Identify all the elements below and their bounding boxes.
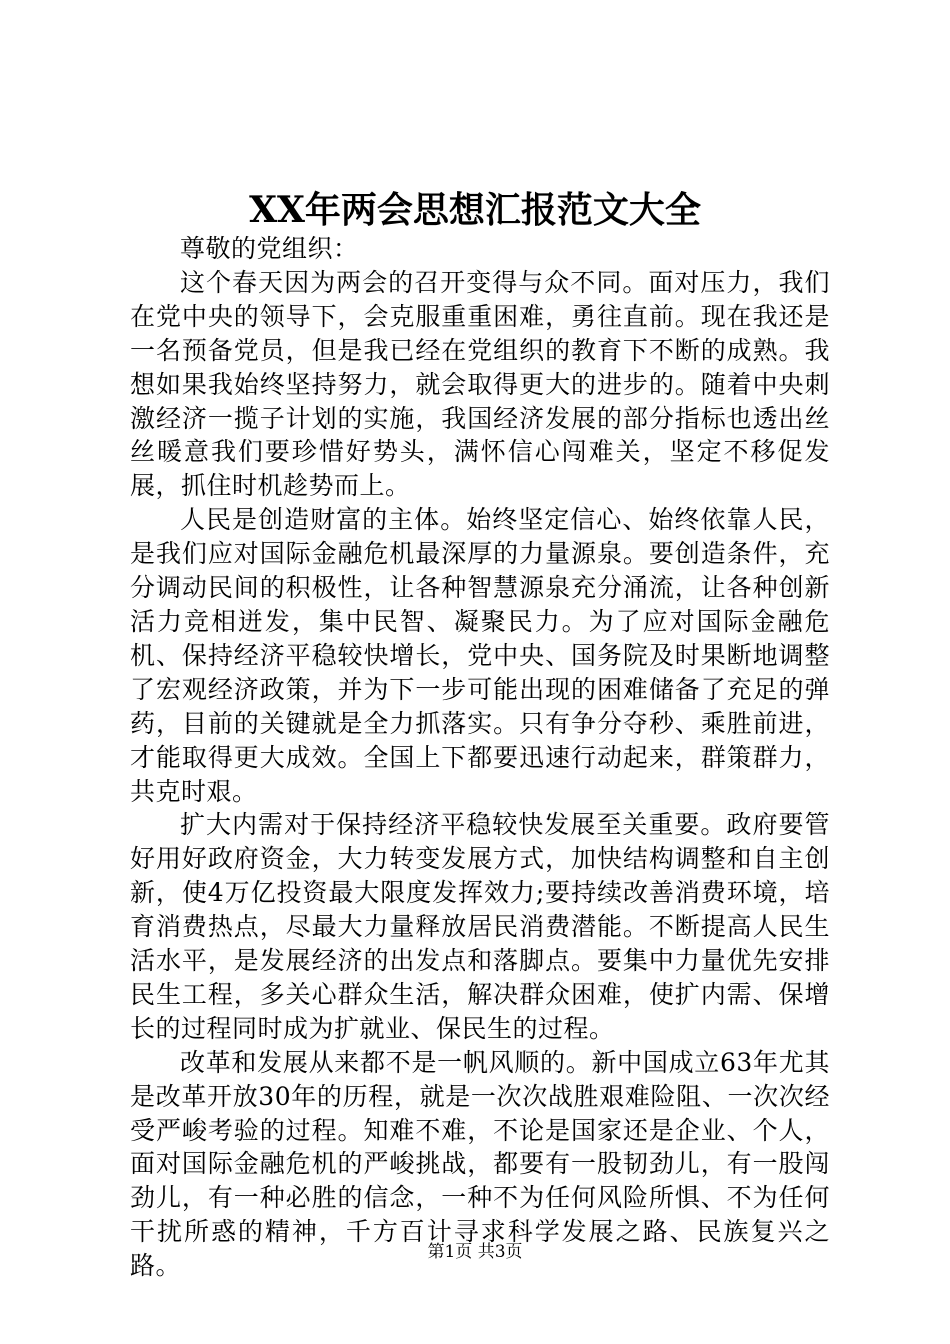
document-title: XX年两会思想汇报范文大全 bbox=[249, 189, 701, 231]
paragraph-1: 这个春天因为两会的召开变得与众不同。面对压力，我们在党中央的领导下，会克服重重困难，勇往直前。现在我还是一名预备党员，但是我已经在党组织的教育下不断的成熟。我想如果我始终坚持努力，就会取得更大的进步的。随着中央刺激经济一揽子计划的实施，我国经济发展的部分指标也透出丝丝暖意我们要珍惜好势头，满怀信心闯难关，坚定不移促发展，抓住时机趁势而上。 bbox=[130, 267, 830, 501]
paragraph-4: 改革和发展从来都不是一帆风顺的。新中国成立63年尤其是改革开放30年的历程，就是一次次战胜艰难险阻、一次次经受严峻考验的过程。知难不难，不论是国家还是企业、个人，面对国际金融危机的严峻挑战，都要有一股韧劲儿，有一股闯劲儿，有一种必胜的信念，一种不为任何风险所惧、不为任何干扰所惑的精神，千方百计寻求科学发展之路、民族复兴之路。 bbox=[130, 1047, 830, 1281]
paragraph-3: 扩大内需对于保持经济平稳较快发展至关重要。政府要管好用好政府资金，大力转变发展方式，加快结构调整和自主创新，使4万亿投资最大限度发挥效力;要持续改善消费环境，培育消费热点，尽最大力量释放居民消费潜能。不断提高人民生活水平，是发展经济的出发点和落脚点。要集中力量优先安排民生工程，多关心群众生活，解决群众困难，使扩内需、保增长的过程同时成为扩就业、保民生的过程。 bbox=[130, 810, 830, 1043]
document-body bbox=[130, 232, 830, 1283]
paragraph-2: 人民是创造财富的主体。始终坚定信心、始终依靠人民，是我们应对国际金融危机最深厚的力量源泉。要创造条件，充分调动民间的积极性，让各种智慧源泉充分涌流，让各种创新活力竞相迸发，集中民智、凝聚民力。为了应对国际金融危机、保持经济平稳较快增长，党中央、国务院及时果断地调整了宏观经济政策，并为下一步可能出现的困难储备了充足的弹药，目前的关键就是全力抓落实。只有争分夺秒、乘胜前进，才能取得更大成效。全国上下都要迅速行动起来，群策群力，共克时艰。 bbox=[130, 505, 830, 806]
salutation: 尊敬的党组织： bbox=[180, 234, 359, 263]
page-number-footer: 第1页 共3页 bbox=[427, 1242, 523, 1262]
